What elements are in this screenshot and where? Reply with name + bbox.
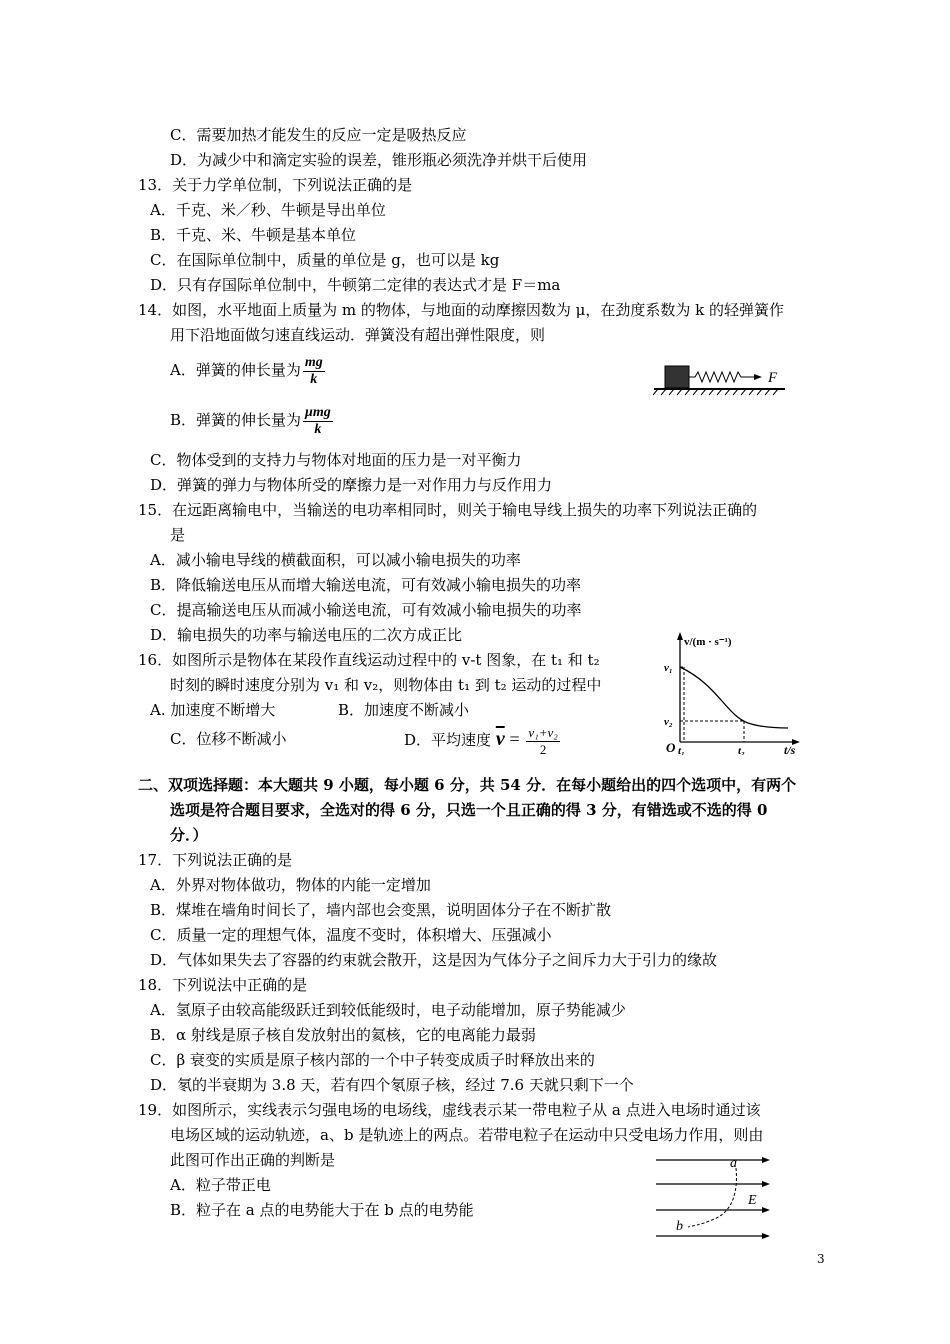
t1-label: t₁	[678, 745, 685, 755]
q19-stem-line3: 此图可作出正确的判断是	[170, 1151, 336, 1169]
v-axis-label: v/(m · s⁻¹)	[684, 636, 732, 648]
q14-option-d: D．弹簧的弹力与物体所受的摩擦力是一对作用力与反作用力	[150, 476, 553, 494]
point-a-label: a	[730, 1156, 737, 1171]
page-number: 3	[817, 1252, 825, 1266]
q18-option-b: B．α 射线是原子核自发放射出的氦核，它的电离能力最弱	[150, 1026, 536, 1044]
q16-stem-line1: 16．如图所示是物体在某段作直线运动过程中的 v-t 图象，在 t₁ 和 t₂	[138, 651, 600, 669]
q16-option-d	[404, 724, 560, 756]
particle-trajectory	[688, 1168, 736, 1227]
t2-label: t₂	[738, 745, 745, 755]
section2-heading-line2: 选项是符合题目要求，全选对的得 6 分，只选一个且正确的得 3 分，有错选或不选的得 0	[170, 801, 768, 819]
q18-option-a: A．氢原子由较高能级跃迁到较低能级时，电子动能增加，原子势能减少	[150, 1001, 626, 1019]
force-label: F	[768, 370, 778, 386]
q16-vt-graph	[638, 630, 818, 755]
q17-stem: 17．下列说法正确的是	[138, 851, 293, 869]
field-line-arrowheads	[762, 1157, 770, 1239]
q14-stem-line2: 用下沿地面做匀速直线运动．弹簧没有超出弹性限度，则	[170, 326, 546, 344]
q13-stem: 13．关于力学单位制，下列说法正确的是	[138, 176, 413, 194]
q19-option-a: A．粒子带正电	[170, 1176, 271, 1194]
q17-option-d: D．气体如果失去了容器的约束就会散开，这是因为气体分子之间斥力大于引力的缘故	[150, 951, 718, 969]
q12-option-c: C．需要加热才能发生的反应一定是吸热反应	[170, 126, 467, 144]
q19-option-b: B．粒子在 a 点的电势能大于在 b 点的电势能	[170, 1201, 474, 1219]
q15-stem-line1: 15．在远距离输电中，当输送的电功率相同时，则关于输电导线上损失的功率下列说法正确的	[138, 501, 758, 519]
formula-umg-over-k	[303, 405, 333, 438]
q13-option-c: C．在国际单位制中，质量的单位是 g，也可以是 kg	[150, 251, 500, 269]
q15-option-c: C．提高输送电压从而减小输送电流，可有效减小输电损失的功率	[150, 601, 582, 619]
formula-denominator: 2	[539, 741, 547, 757]
velocity-curve	[680, 667, 788, 728]
q16-option-b: B．加速度不断减小	[338, 701, 470, 719]
q12-option-d: D．为减少中和滴定实验的误差，锥形瓶必须洗净并烘干后使用	[170, 151, 588, 169]
q14-option-c: C．物体受到的支持力与物体对地面的压力是一对平衡力	[150, 451, 522, 469]
q13-option-a: A．千克、米／秒、牛顿是导出单位	[150, 201, 386, 219]
average-velocity-symbol: $\overline{v}$	[495, 728, 505, 750]
q13-option-b: B．千克、米、牛顿是基本单位	[150, 226, 357, 244]
formula-average-velocity	[526, 725, 559, 758]
formula-denominator: k	[314, 421, 322, 437]
formula-mg-over-k	[303, 355, 325, 388]
q16-option-d-text: D．平均速度	[404, 731, 492, 749]
q15-stem-line2: 是	[170, 526, 186, 544]
section2-heading-line3: 分．）	[170, 826, 208, 844]
q14-option-b-text: B．弹簧的伸长量为	[170, 411, 302, 429]
q14-option-a	[170, 350, 325, 390]
equals-sign: =	[509, 729, 520, 749]
q16-option-c: C．位移不断减小	[170, 730, 287, 748]
formula-numerator: v₁+v₂	[528, 724, 558, 740]
v1-label: v₁	[664, 662, 673, 674]
block	[665, 366, 689, 388]
q13-option-d: D．只有存国际单位制中，牛顿第二定律的表达式才是 F＝ma	[150, 276, 561, 294]
q16-stem-line2: 时刻的瞬时速度分别为 v₁ 和 v₂，则物体由 t₁ 到 t₂ 运动的过程中	[170, 676, 602, 694]
q17-option-a: A．外界对物体做功，物体的内能一定增加	[150, 876, 431, 894]
q16-option-a: A. 加速度不断增大	[150, 701, 276, 719]
t-axis-label: t/s	[784, 743, 796, 755]
q18-option-c: C．β 衰变的实质是原子核内部的一个中子转变成质子时释放出来的	[150, 1051, 595, 1069]
q15-option-a: A．减小输电导线的横截面积，可以减小输电损失的功率	[150, 551, 521, 569]
q18-stem: 18．下列说法中正确的是	[138, 976, 308, 994]
q19-electric-field-figure	[652, 1150, 774, 1246]
origin-label: O	[666, 740, 676, 755]
q15-option-b: B．降低输送电压从而增大输送电流，可有效减小输电损失的功率	[150, 576, 582, 594]
q14-stem-line1: 14．如图，水平地面上质量为 m 的物体，与地面的动摩擦因数为 μ，在劲度系数为 k 的轻弹簧作	[138, 301, 784, 319]
q17-option-c: C．质量一定的理想气体，温度不变时，体积增大、压强减小	[150, 926, 552, 944]
v-axis-arrow	[677, 632, 683, 640]
q14-spring-block-figure	[650, 362, 800, 400]
spring	[689, 372, 756, 382]
q19-stem-line2: 电场区域的运动轨迹，a、b 是轨迹上的两点。若带电粒子在运动中只受电场力作用，则由	[170, 1126, 764, 1144]
v2-label: v₂	[664, 716, 673, 728]
formula-numerator: μmg	[305, 404, 331, 420]
q19-stem-line1: 19．如图所示，实线表示匀强电场的电场线，虚线表示某一带电粒子从 a 点进入电场时通过该	[138, 1101, 761, 1119]
q17-option-b: B．煤堆在墙角时间长了，墙内部也会变黑，说明固体分子在不断扩散	[150, 901, 612, 919]
section2-heading-line1: 二、双项选择题：本大题共 9 小题，每小题 6 分，共 54 分．在每小题给出的四个选项中，有两个	[138, 776, 797, 794]
q14-option-b	[170, 400, 333, 440]
q15-option-d: D．输电损失的功率与输送电压的二次方成正比	[150, 626, 463, 644]
q14-option-a-text: A．弹簧的伸长量为	[170, 361, 301, 379]
field-e-label: E	[748, 1193, 757, 1208]
formula-denominator: k	[310, 371, 318, 387]
point-b-label: b	[676, 1219, 683, 1234]
force-arrowhead	[754, 374, 762, 380]
q18-option-d: D．氡的半衰期为 3.8 天，若有四个氡原子核，经过 7.6 天就只剩下一个	[150, 1076, 634, 1094]
formula-numerator: mg	[304, 354, 323, 370]
